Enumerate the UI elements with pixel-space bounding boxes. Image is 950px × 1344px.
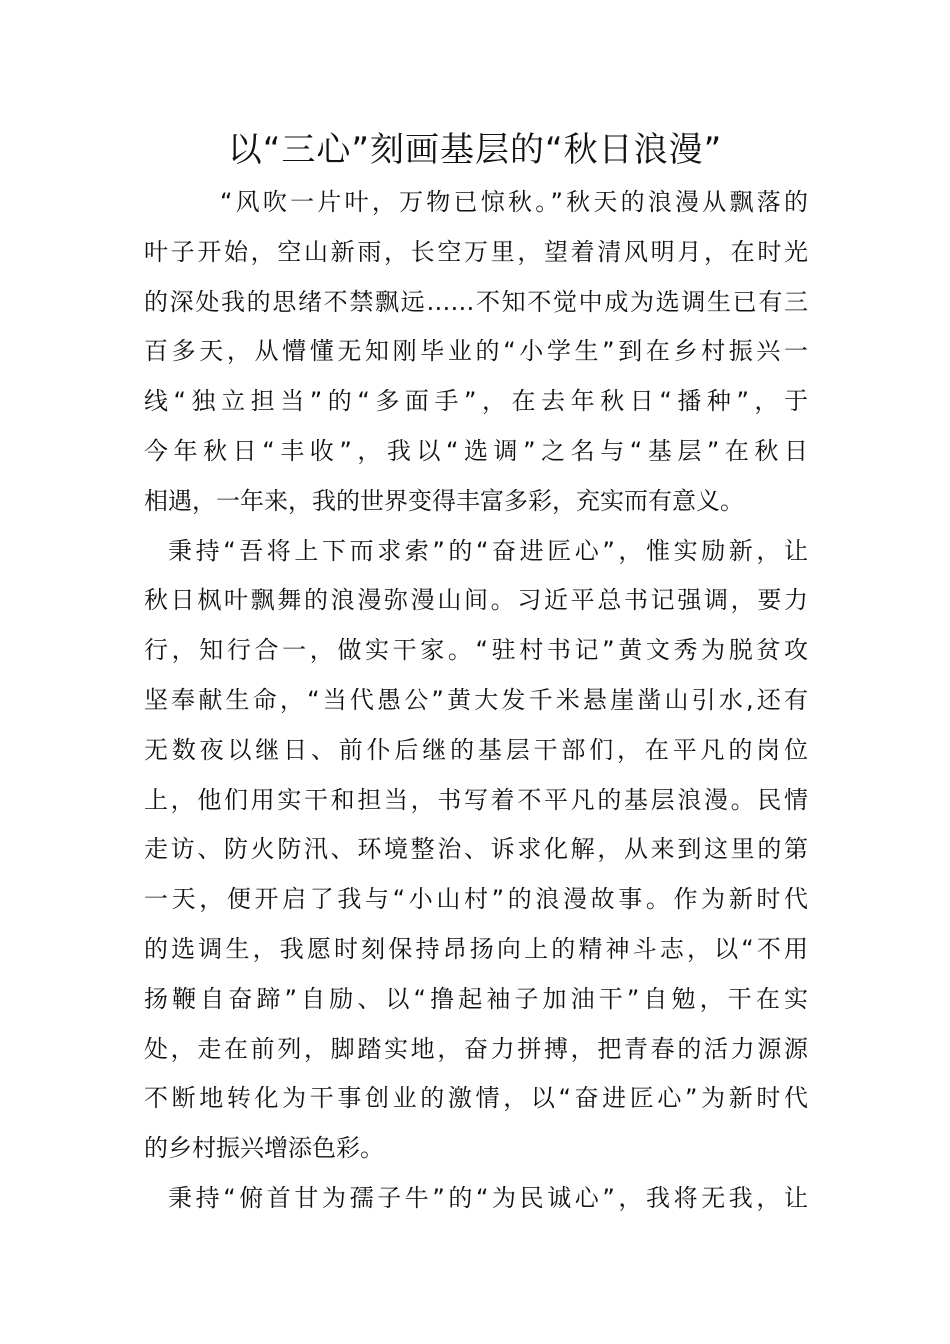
document-title: 以“三心”刻画基层的“秋日浪漫” <box>227 130 723 170</box>
paragraph-line: 相遇，一年来，我的世界变得丰富多彩，充实而有意义。 <box>144 486 744 515</box>
paragraph-line: 不断地转化为干事创业的激情，以“奋进匠心”为新时代 <box>144 1084 808 1113</box>
paragraph-line: 的深处我的思绪不禁飘远……不知不觉中成为选调生已有三 <box>144 287 808 316</box>
paragraph-line: 线“独立担当”的“多面手”，在去年秋日“播种”，于 <box>144 387 808 416</box>
paragraph-line: 处，走在前列，脚踏实地，奋力拼搏，把青春的活力源源 <box>144 1034 808 1063</box>
document-body <box>144 178 808 1224</box>
paragraph-line: 上，他们用实干和担当，书写着不平凡的基层浪漫。民情 <box>144 785 808 814</box>
paragraph-line: 叶子开始，空山新雨，长空万里，望着清风明月，在时光 <box>144 237 808 266</box>
paragraph-line: “风吹一片叶，万物已惊秋。”秋天的浪漫从飘落的 <box>220 188 808 216</box>
paragraph-line: 秋日枫叶飘舞的浪漫弥漫山间。习近平总书记强调，要力 <box>144 586 808 615</box>
paragraph-line: 今年秋日“丰收”，我以“选调”之名与“基层”在秋日 <box>144 436 808 465</box>
paragraph-line: 的乡村振兴增添色彩。 <box>144 1134 384 1163</box>
paragraph-line: 扬鞭自奋蹄”自励、以“撸起袖子加油干”自勉，干在实 <box>144 984 808 1013</box>
paragraph-line: 坚奉献生命，“当代愚公”黄大发千米悬崖凿山引水,还有 <box>144 685 808 714</box>
paragraph-line: 百多天，从懵懂无知刚毕业的“小学生”到在乡村振兴一 <box>144 337 808 366</box>
paragraph-line: 行，知行合一，做实干家。“驻村书记”黄文秀为脱贫攻 <box>144 636 808 665</box>
paragraph-line: 秉持“吾将上下而求索”的“奋进匠心”，惟实励新，让 <box>168 536 808 565</box>
paragraph-line: 的选调生，我愿时刻保持昂扬向上的精神斗志，以“不用 <box>144 934 808 963</box>
paragraph-line: 无数夜以继日、前仆后继的基层干部们，在平凡的岗位 <box>144 735 808 764</box>
paragraph-line: 走访、防火防汛、环境整治、诉求化解，从来到这里的第 <box>144 835 808 864</box>
paragraph-line: 一天，便开启了我与“小山村”的浪漫故事。作为新时代 <box>144 885 808 914</box>
paragraph-line: 秉持“俯首甘为孺子牛”的“为民诚心”，我将无我，让 <box>168 1183 808 1212</box>
